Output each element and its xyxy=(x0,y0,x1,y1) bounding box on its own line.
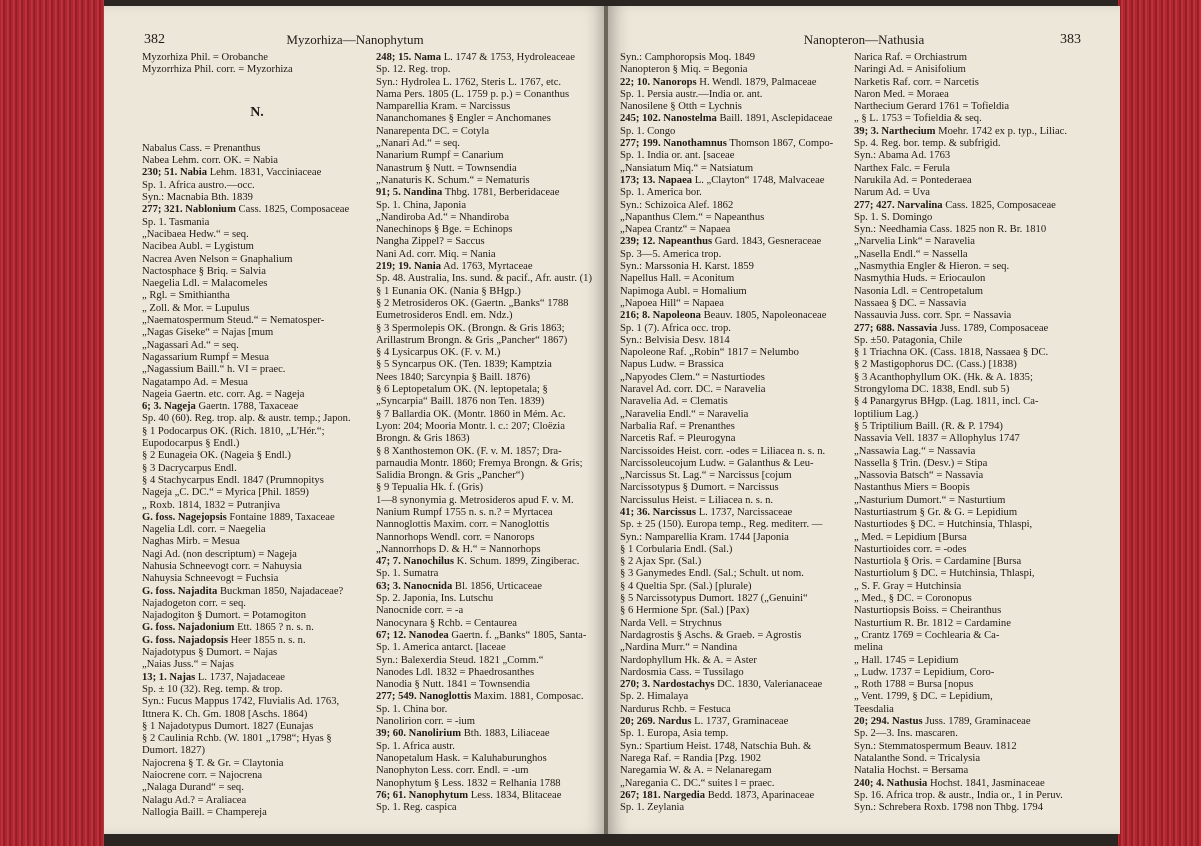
entry-line: „Napea Crantz“ = Napaea xyxy=(620,224,731,236)
entry-line: 20; 269. Nardus L. 1737, Graminaceae xyxy=(620,716,789,728)
entry-line: G. foss. Najadopsis Heer 1855 n. s. n. xyxy=(142,634,306,646)
entry-line: Syn.: Schrebera Roxb. 1798 non Thbg. 1794 xyxy=(854,802,1044,814)
entry-line: § 2 Mastigophorus DC. (Cass.) [1838) xyxy=(854,359,1017,371)
entry-line: „Nassovia Batsch“ = Nassavia xyxy=(854,470,984,482)
entry-line: Nardurus Rchb. = Festuca xyxy=(620,703,731,715)
right-column-1 xyxy=(620,52,850,814)
entry-line: „Nansiatum Miq.“ = Natsiatum xyxy=(620,162,754,174)
entry-line: Arillastrum Brongn. & Gris „Pancher“ 1867) xyxy=(376,334,568,346)
entry-line: Sp. 1. America bor. xyxy=(620,187,702,199)
entry-line: Naregamia W. & A. = Nelanaregam xyxy=(620,765,772,777)
entry-line: § 4 Stachycarpus Endl. 1847 (Prumnopitys xyxy=(142,474,324,486)
entry-line: Sp. 40 (60). Reg. trop. alp. & austr. temp.; Japon. xyxy=(142,413,351,425)
entry-line: „Nagas Giseke“ = Najas [mum xyxy=(142,327,274,339)
entry-line: Sp. 1. Sumatra xyxy=(376,568,439,580)
entry-line: Narum Ad. = Uva xyxy=(854,187,930,199)
entry-line: Syn.: Spartium Heist. 1748, Natschia Buh. & xyxy=(620,740,812,752)
entry-line: Nardagrostis § Aschs. & Graeb. = Agrostis xyxy=(620,629,802,641)
entry-line: Nanopteron § Miq. = Begonia xyxy=(620,64,748,76)
entry-line: § 6 Leptopetalum OK. (N. leptopetala; § xyxy=(376,384,548,396)
entry-line: 245; 102. Nanostelma Baill. 1891, Asclepidaceae xyxy=(620,113,833,125)
entry-line: Syn.: Belvisia Desv. 1814 xyxy=(620,334,730,346)
entry-line: Eumetrosideros Endl. em. Ndz.) xyxy=(376,310,513,322)
entry-line: Natalanthe Sond. = Tricalysia xyxy=(854,752,981,764)
entry-line: „Napanthus Clem.“ = Napeanthus xyxy=(620,211,765,223)
entry-line: Nannorhops Wendl. corr. = Nanorops xyxy=(376,531,535,543)
entry-line: Nanium Rumpf 1755 n. s. n.? = Myrtacea xyxy=(376,506,553,518)
entry-line: „ Med. = Lepidium [Bursa xyxy=(854,531,967,543)
entry-line: „Nanari Ad.“ = seq. xyxy=(376,138,460,150)
entry-line: „Nandiroba Ad.“ = Nhandiroba xyxy=(376,211,510,223)
entry-line: 63; 3. Nanocnida Bl. 1856, Urticaceae xyxy=(376,580,542,592)
entry-line: 13; 1. Najas L. 1737, Najadaceae xyxy=(142,671,285,683)
entry-line: „ Roxb. 1814, 1832 = Putranjiva xyxy=(142,499,281,511)
entry-line: „Naias Juss.“ = Najas xyxy=(142,659,234,671)
entry-line: Nalagu Ad.? = Araliacea xyxy=(142,794,247,806)
entry-line: Sp. 1. Africa austr. xyxy=(376,740,455,752)
entry-line: 277; 427. Narvalina Cass. 1825, Composaceae xyxy=(854,199,1056,211)
entry-line: § 6 Hermione Spr. (Sal.) [Pax) xyxy=(620,605,750,617)
entry-line: Nanopetalum Hask. = Kaluhaburunghos xyxy=(376,752,547,764)
entry-line: § 8 Xanthostemon OK. (F. v. M. 1857; Dra- xyxy=(376,445,562,457)
entry-line: Najocrena § T. & Gr. = Claytonia xyxy=(142,757,284,769)
entry-line: § 3 Dacrycarpus Endl. xyxy=(142,462,237,474)
entry-line: Nasturtiola § Oris. = Cardamine [Bursa xyxy=(854,556,1022,568)
entry-line: Nani Ad. corr. Miq. = Nania xyxy=(376,248,496,260)
entry-line: Nagelia Ldl. corr. = Naegelia xyxy=(142,524,266,536)
entry-line: Narcetis Raf. = Pleurogyna xyxy=(620,433,736,445)
entry-line: Nanophytum § Less. 1832 = Relhania 1788 xyxy=(376,777,561,789)
entry-line: Sp. ± 10 (32). Reg. temp. & trop. xyxy=(142,683,283,695)
entry-line: Nardophyllum Hk. & A. = Aster xyxy=(620,654,757,666)
entry-line: Sp. 1. America antarct. [laceae xyxy=(376,642,506,654)
entry-line: Naiocrene corr. = Najocrena xyxy=(142,770,263,782)
entry-line: Nanodes Ldl. 1832 = Phaedrosanthes xyxy=(376,666,535,678)
entry-line: „Naregania C. DC.“ suites l = praec. xyxy=(620,777,775,789)
entry-line: Nasturtiastrum § Gr. & G. = Lepidium xyxy=(854,506,1018,518)
page-number-right: 383 xyxy=(1060,32,1081,47)
entry-line: 39; 60. Nanolirium Bth. 1883, Liliaceae xyxy=(376,728,550,740)
entry-line: Nama Pers. 1805 (L. 1759 p. p.) = Conanthus xyxy=(376,88,570,100)
entry-line: § 1 Corbularia Endl. (Sal.) xyxy=(620,543,733,555)
entry-line: Nardosmia Cass. = Tussilago xyxy=(620,666,744,678)
entry-line: G. foss. Najadonium Ett. 1865 ? n. s. n. xyxy=(142,622,314,634)
entry-line: Syn.: Needhamia Cass. 1825 non R. Br. 1810 xyxy=(854,224,1047,236)
entry-line: Teesdalia xyxy=(854,703,894,715)
entry-line: Sp. 1. Zeylania xyxy=(620,802,685,814)
entry-line: „Nasella Endl.“ = Nassella xyxy=(854,248,968,260)
entry-line: Nasmythia Huds. = Eriocaulon xyxy=(854,273,986,285)
entry-line: § 1 Triachna OK. (Cass. 1818, Nassaea § DC. xyxy=(854,347,1049,359)
entry-line: Nasturtiodes § DC. = Hutchinsia, Thlaspi, xyxy=(854,519,1033,531)
entry-line: Sp. 1. India or. ant. [saceae xyxy=(620,150,735,162)
entry-line: Sp. 2. Japonia, Ins. Lutschu xyxy=(376,593,494,605)
entry-line: Nahuysia Schneevogt = Fuchsia xyxy=(142,573,279,585)
page-edges-right xyxy=(1118,0,1201,846)
entry-line: § 2 Ajax Spr. (Sal.) xyxy=(620,556,702,568)
entry-line: G. foss. Najadita Buckman 1850, Najadaceae? xyxy=(142,585,344,597)
entry-line: Nasturtiolum § DC. = Hutchinsia, Thlaspi, xyxy=(854,568,1035,580)
entry-line: Nanarepenta DC. = Cotyla xyxy=(376,125,490,137)
entry-line: Ittnera K. Ch. Gm. 1808 [Aschs. 1864) xyxy=(142,708,308,720)
entry-line: „Nasturium Dumort.“ = Nasturtium xyxy=(854,494,1006,506)
entry-line: Syn.: Abama Ad. 1763 xyxy=(854,150,951,162)
entry-line: Nacibea Aubl. = Lygistum xyxy=(142,241,254,253)
entry-line: § 5 Syncarpus OK. (Ten. 1839; Kamptzia xyxy=(376,359,552,371)
entry-line: § 2 Metrosideros OK. (Gaertn. „Banks“ 1788 xyxy=(376,297,569,309)
entry-line: „Nacibaea Hedw.“ = seq. xyxy=(142,228,249,240)
entry-line: „ Crantz 1769 = Cochlearia & Ca- xyxy=(854,629,1000,641)
entry-line: Syn.: Fucus Mappus 1742, Fluvialis Ad. 1763, xyxy=(142,696,340,708)
entry-line: Sp. 1. Tasmania xyxy=(142,216,210,228)
entry-line: Syn.: Hydrolea L. 1762, Steris L. 1767, etc. xyxy=(376,76,562,88)
entry-line: § 1 Eunania OK. (Nania § BHgp.) xyxy=(376,285,521,297)
entry-line: „Naravelia Endl.“ = Naravelia xyxy=(620,408,749,420)
entry-line: Sp. 1. Africa austro.—occ. xyxy=(142,179,255,191)
entry-line: Nangha Zippel? = Saccus xyxy=(376,236,485,248)
entry-line: Namparellia Kram. = Narcissus xyxy=(376,101,511,113)
entry-line: „ Vent. 1799, § DC. = Lepidium, xyxy=(854,691,993,703)
entry-line: 277; 321. Nablonium Cass. 1825, Composaceae xyxy=(142,204,350,216)
entry-line: 277; 549. Nanoglottis Maxim. 1881, Composac. xyxy=(376,691,584,703)
entry-line: Napoleone Raf. „Robin“ 1817 = Nelumbo xyxy=(620,347,799,359)
right-page xyxy=(608,6,1120,834)
entry-line: Sp. 1. Congo xyxy=(620,125,676,137)
entry-line: „Nardina Murr.“ = Nandina xyxy=(620,642,738,654)
entry-line: § 1 Najadotypus Dumort. 1827 (Eunajas xyxy=(142,720,314,732)
entry-line: „Nasmythia Engler & Hieron. = seq. xyxy=(854,261,1010,273)
entry-line: Sp. 1. Europa, Asia temp. xyxy=(620,728,729,740)
entry-line: 76; 61. Nanophytum Less. 1834, Blitaceae xyxy=(376,789,562,801)
entry-line: Syn.: Schizoica Alef. 1862 xyxy=(620,199,734,211)
entry-line: Narthecium Gerard 1761 = Tofieldia xyxy=(854,101,1010,113)
entry-line: § 2 Eunageia OK. (Nageia § Endl.) xyxy=(142,450,291,462)
entry-line: Syn.: Namparellia Kram. 1744 [Japonia xyxy=(620,531,789,543)
entry-line: Myzorhiza Phil. = Orobanche xyxy=(142,52,269,63)
entry-line: Nanocynara § Rchb. = Centaurea xyxy=(376,617,517,629)
entry-line: Nagatampo Ad. = Mesua xyxy=(142,376,249,388)
entry-line: Narega Raf. = Randia [Pzg. 1902 xyxy=(620,752,762,764)
running-title-left: Myzorhiza—Nanophytum xyxy=(286,32,424,47)
entry-line: 248; 15. Nama L. 1747 & 1753, Hydroleaceae xyxy=(376,52,575,63)
entry-line: Nanosilene § Otth = Lychnis xyxy=(620,101,742,113)
entry-line: Sp. 2. Himalaya xyxy=(620,691,689,703)
entry-line: 173; 13. Napaea L. „Clayton“ 1748, Malvaceae xyxy=(620,174,825,186)
entry-line: § 4 Lysicarpus OK. (F. v. M.) xyxy=(376,347,501,359)
entry-line: Najadogeton corr. = seq. xyxy=(142,597,246,609)
left-column-2 xyxy=(376,52,601,814)
entry-line: loptilium Lag.) xyxy=(854,408,919,420)
entry-line: Syn.: Camphoropsis Moq. 1849 xyxy=(620,52,756,63)
entry-line: 41; 36. Narcissus L. 1737, Narcissaceae xyxy=(620,506,793,518)
entry-line: Sp. ± 25 (150). Europa temp., Reg. mediterr. — xyxy=(620,519,823,531)
entry-line: Narthex Falc. = Ferula xyxy=(854,162,950,174)
entry-line: Nageja „C. DC.“ = Myrica [Phil. 1859) xyxy=(142,487,309,499)
entry-line: „Napoea Hill“ = Napaea xyxy=(620,297,724,309)
entry-line: 22; 10. Nanorops H. Wendl. 1879, Palmaceae xyxy=(620,76,817,88)
entry-line: Nassauvia Juss. corr. Spr. = Nassavia xyxy=(854,310,1012,322)
entry-line: Sp. 1 (7). Africa occ. trop. xyxy=(620,322,731,334)
entry-line: Nanechinops § Bge. = Echinops xyxy=(376,224,513,236)
entry-line: „ § L. 1753 = Tofieldia & seq. xyxy=(854,113,982,125)
entry-line: Narbalia Raf. = Prenanthes xyxy=(620,420,735,432)
entry-line: „Narcissus St. Lag.“ = Narcissus [cojum xyxy=(620,470,792,482)
entry-line: 240; 4. Nathusia Hochst. 1841, Jasminaceae xyxy=(854,777,1045,789)
entry-line: 39; 3. Narthecium Moehr. 1742 ex p. typ., Liliac. xyxy=(854,125,1068,137)
entry-line: 6; 3. Nageja Gaertn. 1788, Taxaceae xyxy=(142,401,299,413)
entry-line: Nananchomanes § Engler = Anchomanes xyxy=(376,113,551,125)
entry-line: 216; 8. Napoleona Beauv. 1805, Napoleonaceae xyxy=(620,310,827,322)
left-column-1 xyxy=(142,52,372,819)
entry-line: Nassavia Vell. 1837 = Allophylus 1747 xyxy=(854,433,1020,445)
entry-line: „Syncarpia“ Baill. 1876 non Ten. 1839) xyxy=(376,396,545,408)
entry-line: Narukila Ad. = Pontederaea xyxy=(854,174,972,186)
section-letter: N. xyxy=(250,106,264,119)
entry-line: § 3 Spermolepis OK. (Brongn. & Gris 1863; xyxy=(376,322,565,334)
entry-line: „ Rgl. = Smithiantha xyxy=(142,290,230,302)
entry-line: Dumort. 1827) xyxy=(142,745,205,757)
entry-line: „ Ludw. 1737 = Lepidium, Coro- xyxy=(854,666,995,678)
entry-line: Sp. 1. Reg. caspica xyxy=(376,802,457,814)
entry-line: Nannoglottis Maxim. corr. = Nanoglottis xyxy=(376,519,550,531)
entry-line: „ Hall. 1745 = Lepidium xyxy=(854,654,959,666)
entry-line: 67; 12. Nanodea Gaertn. f. „Banks“ 1805, Santa- xyxy=(376,629,587,641)
entry-line: Sp. ±50. Patagonia, Chile xyxy=(854,334,963,346)
entry-line: Nastanthus Miers = Boopis xyxy=(854,482,970,494)
entry-line: 219; 19. Nania Ad. 1763, Myrtaceae xyxy=(376,261,533,273)
entry-line: Lyon: 204; Mooria Montr. l. c.: 207; Cloëzia xyxy=(376,420,565,432)
entry-line: Nees 1840; Sarcynpia § Baill. 1876) xyxy=(376,371,531,383)
entry-line: Nanocnide corr. = -a xyxy=(376,605,464,617)
entry-line: Syn.: Stemmatospermum Beauv. 1812 xyxy=(854,740,1017,752)
entry-line: „Nanaturis K. Schum.“ = Nematuris xyxy=(376,174,530,186)
entry-line: Sp. 4. Reg. bor. temp. & subfrigid. xyxy=(854,138,1001,150)
entry-line: Sp. 48. Australia, Ins. sund. & pacif., Afr. austr. (1) xyxy=(376,273,592,285)
entry-line: Nactosphace § Briq. = Salvia xyxy=(142,265,266,277)
entry-line: Napellus Hall. = Aconitum xyxy=(620,273,735,285)
entry-line: „Napyodes Clem.“ = Nasturtiodes xyxy=(620,371,765,383)
entry-line: 267; 181. Nargedia Bedd. 1873, Aparinaceae xyxy=(620,789,815,801)
entry-line: 230; 51. Nabia Lehm. 1831, Vacciniaceae xyxy=(142,167,322,179)
entry-line: Eupodocarpus § Endl.) xyxy=(142,438,240,450)
entry-line: Syn.: Marssonia H. Karst. 1859 xyxy=(620,261,754,273)
entry-line: Napimoga Aubl. = Homalium xyxy=(620,285,747,297)
entry-line: Naghas Mirb. = Mesua xyxy=(142,536,240,548)
entry-line: Natalia Hochst. = Bersama xyxy=(854,765,969,777)
entry-line: Nabalus Cass. = Prenanthus xyxy=(142,142,261,154)
entry-line: „ S. F. Gray = Hutchinsia xyxy=(854,580,962,592)
entry-line: „ Zoll. & Mor. = Lupulus xyxy=(142,302,250,314)
entry-line: Narcissoides Heist. corr. -odes = Liliacea n. s. n. xyxy=(620,445,826,457)
entry-line: Sp. 3—5. America trop. xyxy=(620,248,722,260)
entry-line: 91; 5. Nandina Thbg. 1781, Berberidaceae xyxy=(376,187,560,199)
entry-line: Nanolirion corr. = -ium xyxy=(376,716,475,728)
entry-line: Nassaea § DC. = Nassavia xyxy=(854,297,967,309)
entry-line: Narcissotypus § Dumort. = Narcissus xyxy=(620,482,779,494)
left-page xyxy=(104,6,606,834)
entry-line: melina xyxy=(854,642,883,654)
entry-line: Nagassarium Rumpf = Mesua xyxy=(142,351,269,363)
entry-line: § 5 Triptilium Baill. (R. & P. 1794) xyxy=(854,420,1003,432)
entry-line: § 3 Acanthophyllum OK. (Hk. & A. 1835; xyxy=(854,371,1033,383)
entry-line: Sp. 1. China, Japonia xyxy=(376,199,467,211)
entry-line: 277; 199. Nanothamnus Thomson 1867, Compo- xyxy=(620,138,834,150)
entry-line: Naringi Ad. = Anisifolium xyxy=(854,64,966,76)
entry-line: Nallogia Baill. = Champereja xyxy=(142,806,267,818)
entry-line: Sp. 12. Reg. trop. xyxy=(376,64,451,76)
entry-line: Nanarium Rumpf = Canarium xyxy=(376,150,504,162)
entry-line: Naron Med. = Moraea xyxy=(854,88,949,100)
entry-line: Nasturtioides corr. = -odes xyxy=(854,543,967,555)
right-column-2 xyxy=(854,52,1086,814)
entry-line: § 4 Queltia Spr. (Sal.) [plurale) xyxy=(620,580,752,592)
entry-line: Narketis Raf. corr. = Narcetis xyxy=(854,76,979,88)
entry-line: Nahusia Schneevogt corr. = Nahuysia xyxy=(142,560,302,572)
entry-line: Sp. 1. China bor. xyxy=(376,703,448,715)
entry-line: „Nalaga Durand“ = seq. xyxy=(142,782,244,794)
entry-line: Syn.: Macnabia Bth. 1839 xyxy=(142,192,253,204)
entry-line: Narcissulus Heist. = Liliacea n. s. n. xyxy=(620,494,774,506)
entry-line: Najadotypus § Dumort. = Najas xyxy=(142,647,278,659)
entry-line: Salidia Brongn. & Gris „Pancher“) xyxy=(376,470,524,482)
entry-line: 20; 294. Nastus Juss. 1789, Graminaceae xyxy=(854,716,1031,728)
entry-line: Brongn. & Gris 1863) xyxy=(376,433,470,445)
entry-line: Nanophyton Less. corr. Endl. = -um xyxy=(376,765,529,777)
entry-line: § 3 Ganymedes Endl. (Sal.; Schult. ut nom. xyxy=(620,568,804,580)
entry-line: Narda Vell. = Strychnus xyxy=(620,617,722,629)
page-edges-left xyxy=(0,0,104,846)
entry-line: § 7 Ballardia OK. (Montr. 1860 in Mém. Ac. xyxy=(376,408,566,420)
entry-line: § 5 Narcissotypus Dumort. 1827 („Genuini“ xyxy=(620,593,808,605)
entry-line: Najadogiton § Dumort. = Potamogiton xyxy=(142,610,306,622)
entry-line: „Narvelia Link“ = Naravelia xyxy=(854,236,975,248)
entry-line: Narcissoleucojum Ludw. = Galanthus & Leu- xyxy=(620,457,814,469)
entry-line: 277; 688. Nassavia Juss. 1789, Composaceae xyxy=(854,322,1049,334)
running-title-right: Nanopteron—Nathusia xyxy=(803,32,925,47)
entry-line: „ Roth 1788 = Bursa [nopus xyxy=(854,679,974,691)
page-number-left: 382 xyxy=(144,32,165,47)
entry-line: „ Med., § DC. = Coronopus xyxy=(854,593,972,605)
entry-line: 270; 3. Nardostachys DC. 1830, Valerianaceae xyxy=(620,679,823,691)
entry-line: § 1 Podocarpus OK. (Rich. 1810, „L'Hér.“; xyxy=(142,425,325,437)
entry-line: Naravelia Ad. = Clematis xyxy=(620,396,728,408)
entry-line: „Nagassium Baill.“ h. VI = praec. xyxy=(142,364,286,376)
entry-line: 1—8 synonymia g. Metrosideros apud F. v. M. xyxy=(376,494,574,506)
entry-line: 239; 12. Napeanthus Gard. 1843, Gesneraceae xyxy=(620,236,822,248)
entry-line: § 4 Panargyrus BHgp. (Lag. 1811, incl. Ca- xyxy=(854,396,1039,408)
entry-line: Syn.: Balexerdia Steud. 1821 „Comm.“ xyxy=(376,654,544,666)
entry-line: Nassella § Trin. (Desv.) = Stipa xyxy=(854,457,988,469)
entry-line: „Naematospermum Steud.“ = Nematosper- xyxy=(142,315,325,327)
entry-line: Nageia Gaertn. etc. corr. Ag. = Nageja xyxy=(142,388,305,400)
entry-line: Napus Ludw. = Brassica xyxy=(620,359,724,371)
entry-line: Nanodia § Nutt. 1841 = Townsendia xyxy=(376,679,530,691)
entry-line: parnaudia Montr. 1860; Fremya Brongn. & Gris; xyxy=(376,457,583,469)
entry-line: „Nassawia Lag.“ = Nassavia xyxy=(854,445,976,457)
entry-line: 47; 7. Nanochilus K. Schum. 1899, Zingiberac. xyxy=(376,556,580,568)
entry-line: Naravel Ad. corr. DC. = Naravelia xyxy=(620,384,766,396)
entry-line: Nacrea Aven Nelson = Gnaphalium xyxy=(142,253,293,265)
entry-line: Nanastrum § Nutt. = Townsendia xyxy=(376,162,517,174)
entry-line: Nasturtium R. Br. 1812 = Cardamine xyxy=(854,617,1011,629)
entry-line: Naegelia Ldl. = Malacomeles xyxy=(142,278,268,290)
entry-line: „Nagassari Ad.“ = seq. xyxy=(142,339,239,351)
entry-line: Nasturtiopsis Boiss. = Cheiranthus xyxy=(854,605,1002,617)
entry-line: Sp. 1. S. Domingo xyxy=(854,211,933,223)
entry-line: Nasonia Ldl. = Centropetalum xyxy=(854,285,983,297)
entry-line: § 2 Caulinia Rchb. (W. 1801 „1798“; Hyas § xyxy=(142,733,332,745)
entry-line: § 9 Tepualia Hk. f. (Gris) xyxy=(376,482,484,494)
entry-line: Sp. 16. Africa trop. & austr., India or., 1 in Peruv. xyxy=(854,789,1063,801)
entry-line: Strongyloma DC. 1838, Endl. sub 5) xyxy=(854,384,1010,396)
entry-line: Myzorrhiza Phil. corr. = Myzorhiza xyxy=(142,64,293,76)
entry-line: „Nannorrhops D. & H.“ = Nannorhops xyxy=(376,543,541,555)
entry-line: Sp. 1. Persia austr.—India or. ant. xyxy=(620,88,763,100)
entry-line: Narica Raf. = Orchiastrum xyxy=(854,52,968,63)
entry-line: Nagi Ad. (non descriptum) = Nageja xyxy=(142,548,297,560)
entry-line: Nabea Lehm. corr. OK. = Nabia xyxy=(142,155,278,167)
entry-line: Sp. 2—3. Ins. mascaren. xyxy=(854,728,958,740)
entry-line: G. foss. Nagejopsis Fontaine 1889, Taxaceae xyxy=(142,511,335,523)
